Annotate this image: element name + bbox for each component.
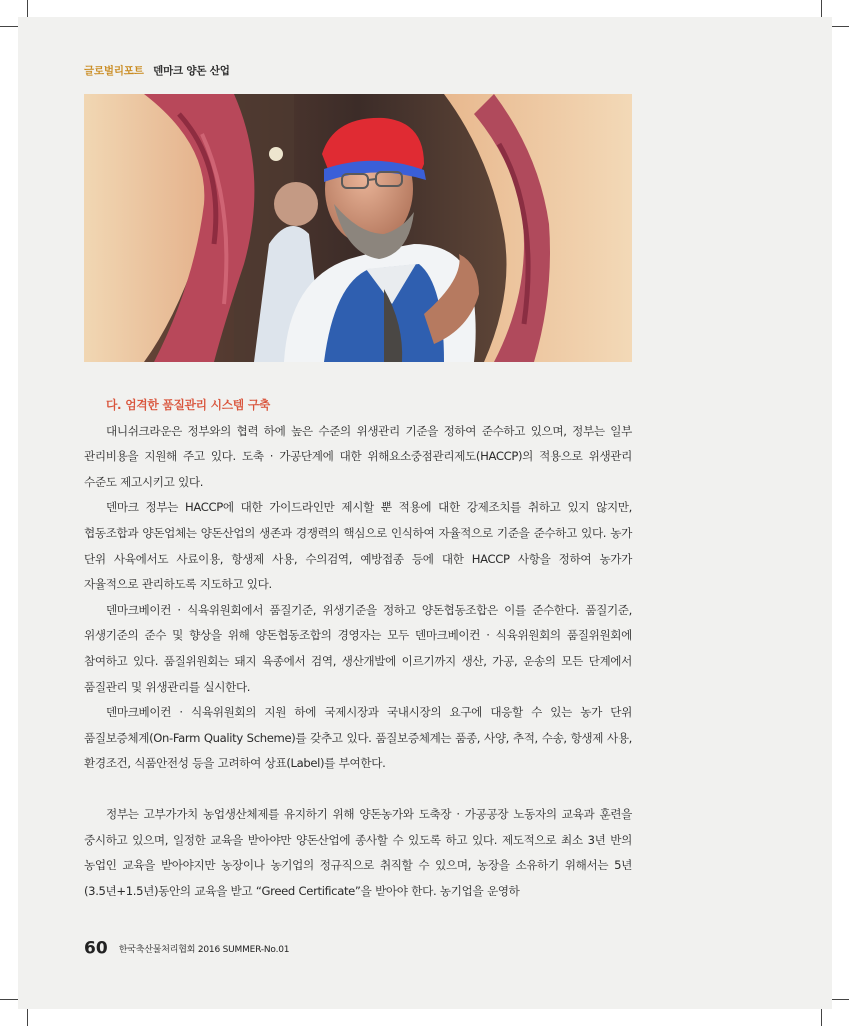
paragraph: 대니쉬크라운은 정부와의 협력 하에 높은 수준의 위생관리 기준을 정하여 준수하고 있으며, 정부는 일부 관리비용을 지원해 주고 있다. 도축 · 가공단계에 대한 위해요소중점관리제도(HACCP)의 적용으로 위생관리 수준도 제고시키고 있다. [84,423,632,489]
inspector-photo [84,94,632,362]
crop-mark [27,1006,28,1026]
page-footer [84,938,289,959]
article-topic: 덴마크 양돈 산업 [153,65,230,77]
paragraph: 정부는 고부가가치 농업생산체제를 유지하기 위해 양돈농가와 도축장 · 가공공장 노동자의 교육과 훈련을 중시하고 있으며, 일정한 교육을 받아야만 양돈산업에 종사할 수 있도록 하고 있다. 제도적으로 최소 3년 반의 농업인 교육을 받아야지만 농장이나 농기업의 정규직으로 취직할 수 있으며, 농장을 소유하기 위해서는 5년(3.5년+1.5년)동안의 교육을 받고 “Greed Certificate”을 받아야 한다. 농기업을 운영하 [84,806,632,898]
paragraph: 덴마크베이컨 · 식육위원회의 지원 하에 국제시장과 국내시장의 요구에 대응할 수 있는 농가 단위 품질보증체계(On-Farm Quality Scheme)를 갖추고 있다. 품질보증체계는 품종, 사양, 추적, 수송, 항생제 사용, 환경조건, 식품안전성 등을 고려하여 상표(Label)를 부여한다. [84,705,632,771]
paragraph: 덴마크 정부는 HACCP에 대한 가이드라인만 제시할 뿐 적용에 대한 강제조치를 취하고 있지 않지만, 협동조합과 양돈업체는 양돈산업의 생존과 경쟁력의 핵심으로 인식하여 자율적으로 기준을 준수하고 있다. 농가 단위 사육에서도 사료이용, 항생제 사용, 수의검역, 예방접종 등에 대한 HACCP 사항을 정하여 농가가 자율적으로 관리하도록 지도하고 있다. [84,500,632,592]
section-heading: 다. 엄격한 품질관리 시스템 구축 [106,398,270,412]
crop-mark [821,1006,822,1026]
crop-mark [0,999,20,1000]
crop-mark [0,26,20,27]
article-body [84,393,632,904]
meat-inspector-image [84,94,632,362]
page-number: 60 [84,938,108,959]
crop-mark [829,999,849,1000]
crop-mark [829,26,849,27]
running-header [84,63,230,78]
publication-name: 한국축산물처리협회 2016 SUMMER-No.01 [118,945,290,955]
paragraph: 덴마크베이컨 · 식육위원회에서 품질기준, 위생기준을 정하고 양돈협동조합은 이를 준수한다. 품질기준, 위생기준의 준수 및 향상을 위해 양돈협동조합의 경영자는 모두 덴마크베이컨 · 식육위원회의 품질위원회에 참여하고 있다. 품질위원회는 돼지 육종에서 검역, 생산개발에 이르기까지 생산, 가공, 운송의 모든 단계에서 품질관리 및 위생관리를 실시한다. [84,602,632,694]
series-title: 글로벌리포트 [84,65,144,77]
